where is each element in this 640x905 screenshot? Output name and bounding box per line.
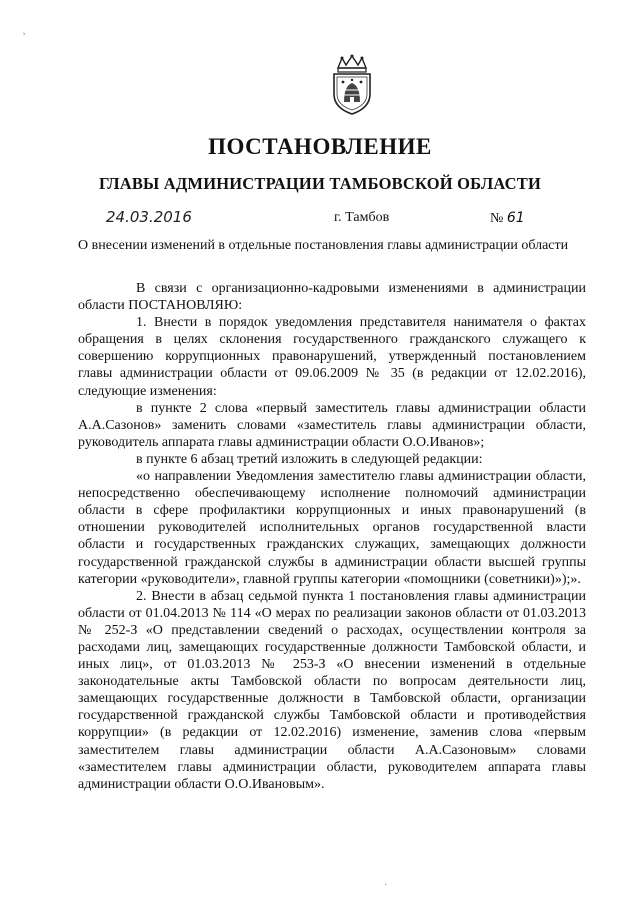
document-title: ПОСТАНОВЛЕНИЕ	[208, 134, 432, 159]
scan-mark: ʾ	[22, 30, 26, 44]
document-city: г. Тамбов	[334, 210, 390, 225]
document-body	[78, 280, 586, 793]
document-number	[490, 210, 525, 227]
document-issuer: ГЛАВЫ АДМИНИСТРАЦИИ ТАМБОВСКОЙ ОБЛАСТИ	[99, 174, 541, 193]
document-date: 24.03.2016	[106, 208, 192, 226]
paragraph: 1. Внести в порядок уведомления представителя нанимателя о фактах обращения в целях склонения государственного гражданского служащего к совершению коррупционных правонарушений, утвержденный постановлением главы администрации области от 09.06.2009 № 35 (в редакции от 12.02.2016), следующие изменения:	[78, 315, 586, 399]
paragraph: В связи с организационно-кадровыми изменениями в администрации области ПОСТАНОВЛЯЮ:	[78, 281, 586, 314]
paragraph: «о направлении Уведомления заместителю главы администрации области, непосредственно обеспечивающему исполнение полномочий администрации области в сфере профилактики коррупционных и иных правонарушений (в отношении руководителей исполнительных органов государственной власти области и государственных гражданских служащих, замещающих должности государственной гражданской службы в администрации области высшей группы категории «руководители», главной группы категории «помощники (советники)»);».	[78, 469, 586, 587]
scan-dot: ·	[384, 880, 388, 891]
number-value: 61	[506, 210, 525, 226]
document-subject: О внесении изменений в отдельные постановления главы администрации области	[78, 238, 569, 253]
paragraph: в пункте 2 слова «первый заместитель главы администрации области А.А.Сазонов» заменить словами «заместитель главы администрации области, руководитель аппарата главы администрации области О.О.Иванов»;	[78, 400, 586, 450]
number-label: №	[490, 211, 504, 226]
paragraph: 2. Внести в абзац седьмой пункта 1 постановления главы администрации области от 01.04.2013 № 114 «О мерах по реализации законов области от 01.03.2013 № 252-З «О представлении сведений о расходах, осуществлении контроля за расходами лиц, замещающих государственные должности Тамбовской области, и иных лиц», от 01.03.2013 № 253-З «О внесении изменений в отдельные законодательные акты Тамбовской области по вопросам деятельности лиц, замещающих государственные должности в Тамбовской области, организации государственной гражданской службы Тамбовской области и противодействия коррупции» (в редакции от 12.02.2016) изменение, заменив слова «первым заместителем главы администрации области А.А.Сазоновым» словами «заместителем главы администрации области, руководителем аппарата главы администрации области О.О.Ивановым».	[78, 588, 586, 792]
paragraph: в пункте 6 абзац третий изложить в следующей редакции:	[136, 451, 483, 467]
coat-of-arms-icon	[326, 54, 378, 116]
